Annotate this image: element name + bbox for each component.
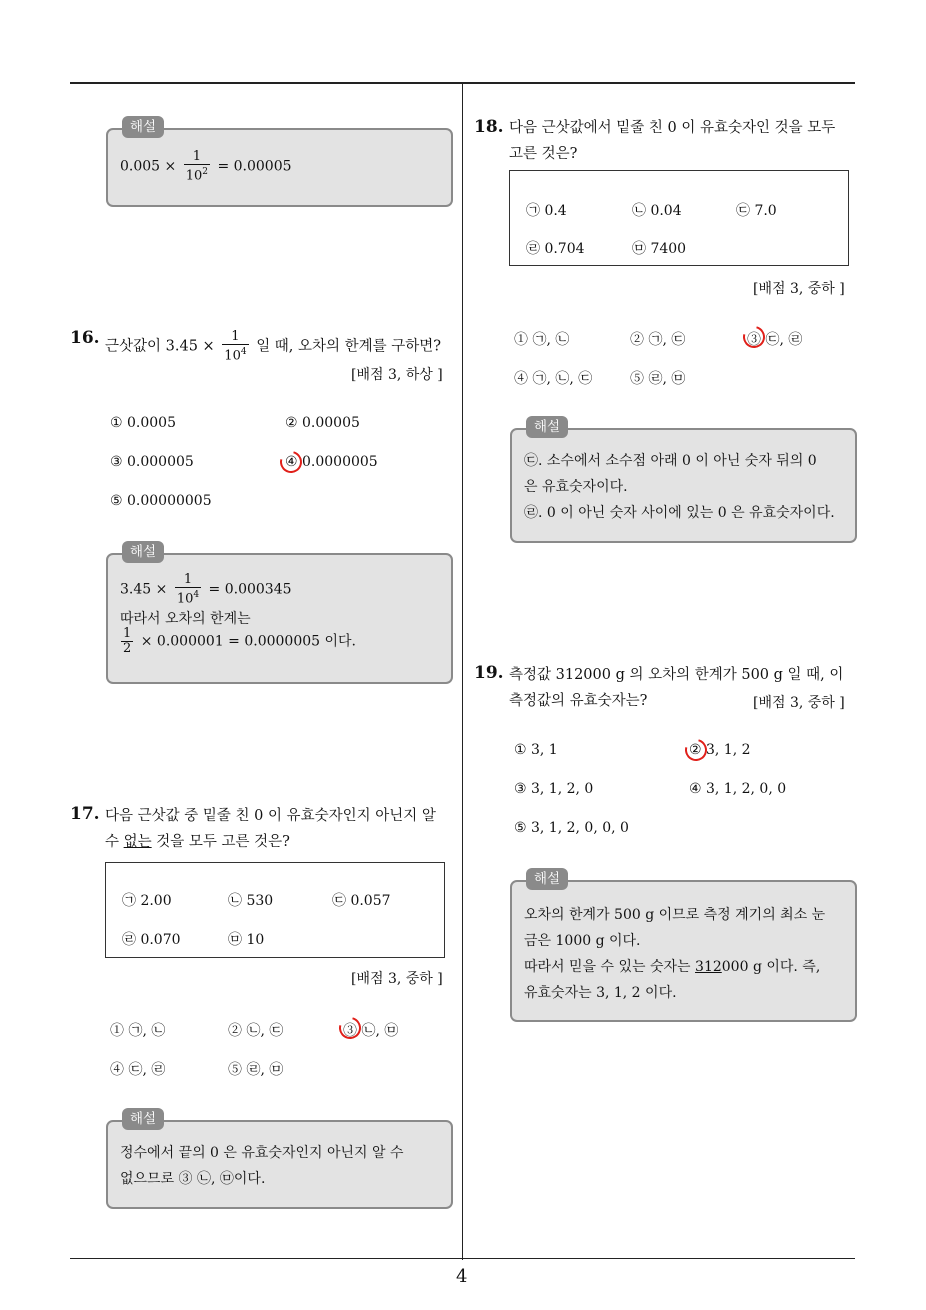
q16-option-5[interactable]: ⑤ 0.00000005	[110, 493, 212, 509]
column-divider	[462, 83, 463, 1260]
q18-option-5[interactable]: ⑤ ㉣, ㉤	[630, 371, 686, 387]
q18-expl-line2: 은 유효숫자이다.	[524, 479, 628, 495]
q19-expl-line4: 유효숫자는 3, 1, 2 이다.	[524, 985, 677, 1001]
fraction: $\frac{1}{10^4}$	[176, 572, 200, 607]
q15-explanation-formula	[120, 150, 292, 183]
q17-item-b: ㉡ 530	[228, 893, 274, 909]
q16-score: [배점 3, 하상 ]	[351, 367, 443, 383]
q17-expl-line1: 정수에서 끝의 0 은 유효숫자인지 아닌지 알 수	[120, 1145, 404, 1161]
q18-item-d: ㉣ 0.704	[526, 241, 585, 257]
q18-expl-line1: ㉢. 소수에서 소수점 아래 0 이 아닌 숫자 뒤의 0	[524, 453, 817, 469]
q19-option-5[interactable]: ⑤ 3, 1, 2, 0, 0, 0	[514, 820, 629, 836]
q18-number: 18.	[474, 117, 504, 137]
q18-option-4[interactable]: ④ ㉠, ㉡, ㉢	[514, 371, 593, 387]
q18-expl-line3: ㉣. 0 이 아닌 숫자 사이에 있는 0 은 유효숫자이다.	[524, 505, 835, 521]
q16-option-4[interactable]: ④ 0.0000005	[285, 454, 378, 470]
q19-option-4[interactable]: ④ 3, 1, 2, 0, 0	[689, 781, 787, 797]
bottom-rule	[70, 1258, 855, 1259]
q18-item-c: ㉢ 7.0	[736, 203, 777, 219]
q18-question-line2: 고른 것은?	[509, 146, 578, 162]
formula-lhs: 0.005 ×	[120, 158, 177, 175]
q17-item-a: ㉠ 2.00	[122, 893, 172, 909]
q18-item-b: ㉡ 0.04	[632, 203, 682, 219]
q18-option-1[interactable]: ① ㉠, ㉡	[514, 332, 570, 348]
page-number: 4	[456, 1266, 468, 1287]
q17-item-e: ㉤ 10	[228, 932, 265, 948]
q16-option-2[interactable]: ② 0.00005	[285, 415, 360, 431]
answer-mark-circle	[276, 447, 306, 477]
q16-expl-line1: 3.45 × $\frac{1}{10^4}$ = 0.000345	[120, 572, 292, 607]
q17-explanation-box	[106, 1111, 453, 1209]
q16-expl-line2: 따라서 오차의 한계는	[120, 611, 251, 627]
explanation-tab: 해설	[122, 1108, 164, 1130]
q17-item-c: ㉢ 0.057	[332, 893, 391, 909]
q19-expl-line2: 금은 1000 g 이다.	[524, 933, 641, 949]
q17-option-2[interactable]: ② ㉡, ㉢	[228, 1023, 284, 1039]
q17-question-line1: 다음 근삿값 중 밑줄 친 0 이 유효숫자인지 아닌지 알	[105, 808, 436, 824]
q17-item-d: ㉣ 0.070	[122, 932, 181, 948]
q17-option-1[interactable]: ① ㉠, ㉡	[110, 1023, 166, 1039]
q19-score: [배점 3, 중하 ]	[753, 695, 845, 711]
explanation-tab: 해설	[122, 116, 164, 138]
q19-number: 19.	[474, 663, 504, 683]
q19-option-2[interactable]: ② 3, 1, 2	[689, 742, 751, 758]
q16-question: 근삿값이 3.45 × $\frac{1}{10^4}$ 일 때, 오차의 한계를 구하면?	[105, 329, 442, 364]
q16-expl-line3: $\frac{1}{2}$ × 0.000001 = 0.0000005 이다.	[123, 626, 357, 656]
q19-question-line1: 측정값 312000 g 의 오차의 한계가 500 g 일 때, 이	[509, 667, 844, 683]
fraction: $\frac{1}{10^2}$	[185, 149, 208, 184]
q17-expl-line2: 없으므로 ③ ㉡, ㉤이다.	[120, 1171, 266, 1187]
q19-expl-line1: 오차의 한계가 500 g 이므로 측정 계기의 최소 눈	[524, 907, 826, 923]
q17-question-line2: 수 없는 것을 모두 고른 것은?	[105, 834, 290, 850]
q18-option-2[interactable]: ② ㉠, ㉢	[630, 332, 686, 348]
fraction: $\frac{1}{10^4}$	[224, 329, 247, 364]
q19-expl-line3: 따라서 믿을 수 있는 숫자는 312000 g 이다. 즉,	[524, 959, 821, 975]
q16-number: 16.	[70, 328, 100, 348]
q19-question-line2: 측정값의 유효숫자는?	[509, 693, 648, 709]
q18-question-line1: 다음 근삿값에서 밑줄 친 0 이 유효숫자인 것을 모두	[509, 120, 836, 136]
q18-items-box	[509, 170, 849, 266]
q18-item-e: ㉤ 7400	[632, 241, 687, 257]
q19-explanation-box	[510, 871, 857, 1022]
q19-option-3[interactable]: ③ 3, 1, 2, 0	[514, 781, 594, 797]
q17-option-5[interactable]: ⑤ ㉣, ㉤	[228, 1062, 284, 1078]
q18-explanation-box	[510, 419, 857, 543]
q17-number: 17.	[70, 804, 100, 824]
q15-explanation-box	[106, 119, 453, 207]
q17-items-box	[105, 862, 445, 958]
q19-option-1[interactable]: ① 3, 1	[514, 742, 558, 758]
explanation-tab: 해설	[526, 416, 568, 438]
q18-item-a: ㉠ 0.4	[526, 203, 567, 219]
formula-rhs: = 0.00005	[217, 158, 292, 175]
q17-option-4[interactable]: ④ ㉢, ㉣	[110, 1062, 166, 1078]
q16-explanation-box	[106, 544, 453, 684]
fraction: $\frac{1}{2}$	[123, 626, 132, 656]
q16-option-3[interactable]: ③ 0.000005	[110, 454, 194, 470]
q18-option-3[interactable]: ③ ㉢, ㉣	[747, 332, 803, 348]
q18-score: [배점 3, 중하 ]	[753, 281, 845, 297]
q17-score: [배점 3, 중하 ]	[351, 971, 443, 987]
q17-option-3[interactable]: ③ ㉡, ㉤	[343, 1023, 399, 1039]
q16-option-1[interactable]: ① 0.0005	[110, 415, 176, 431]
answer-mark-circle	[681, 735, 711, 765]
explanation-tab: 해설	[122, 541, 164, 563]
explanation-tab: 해설	[526, 868, 568, 890]
